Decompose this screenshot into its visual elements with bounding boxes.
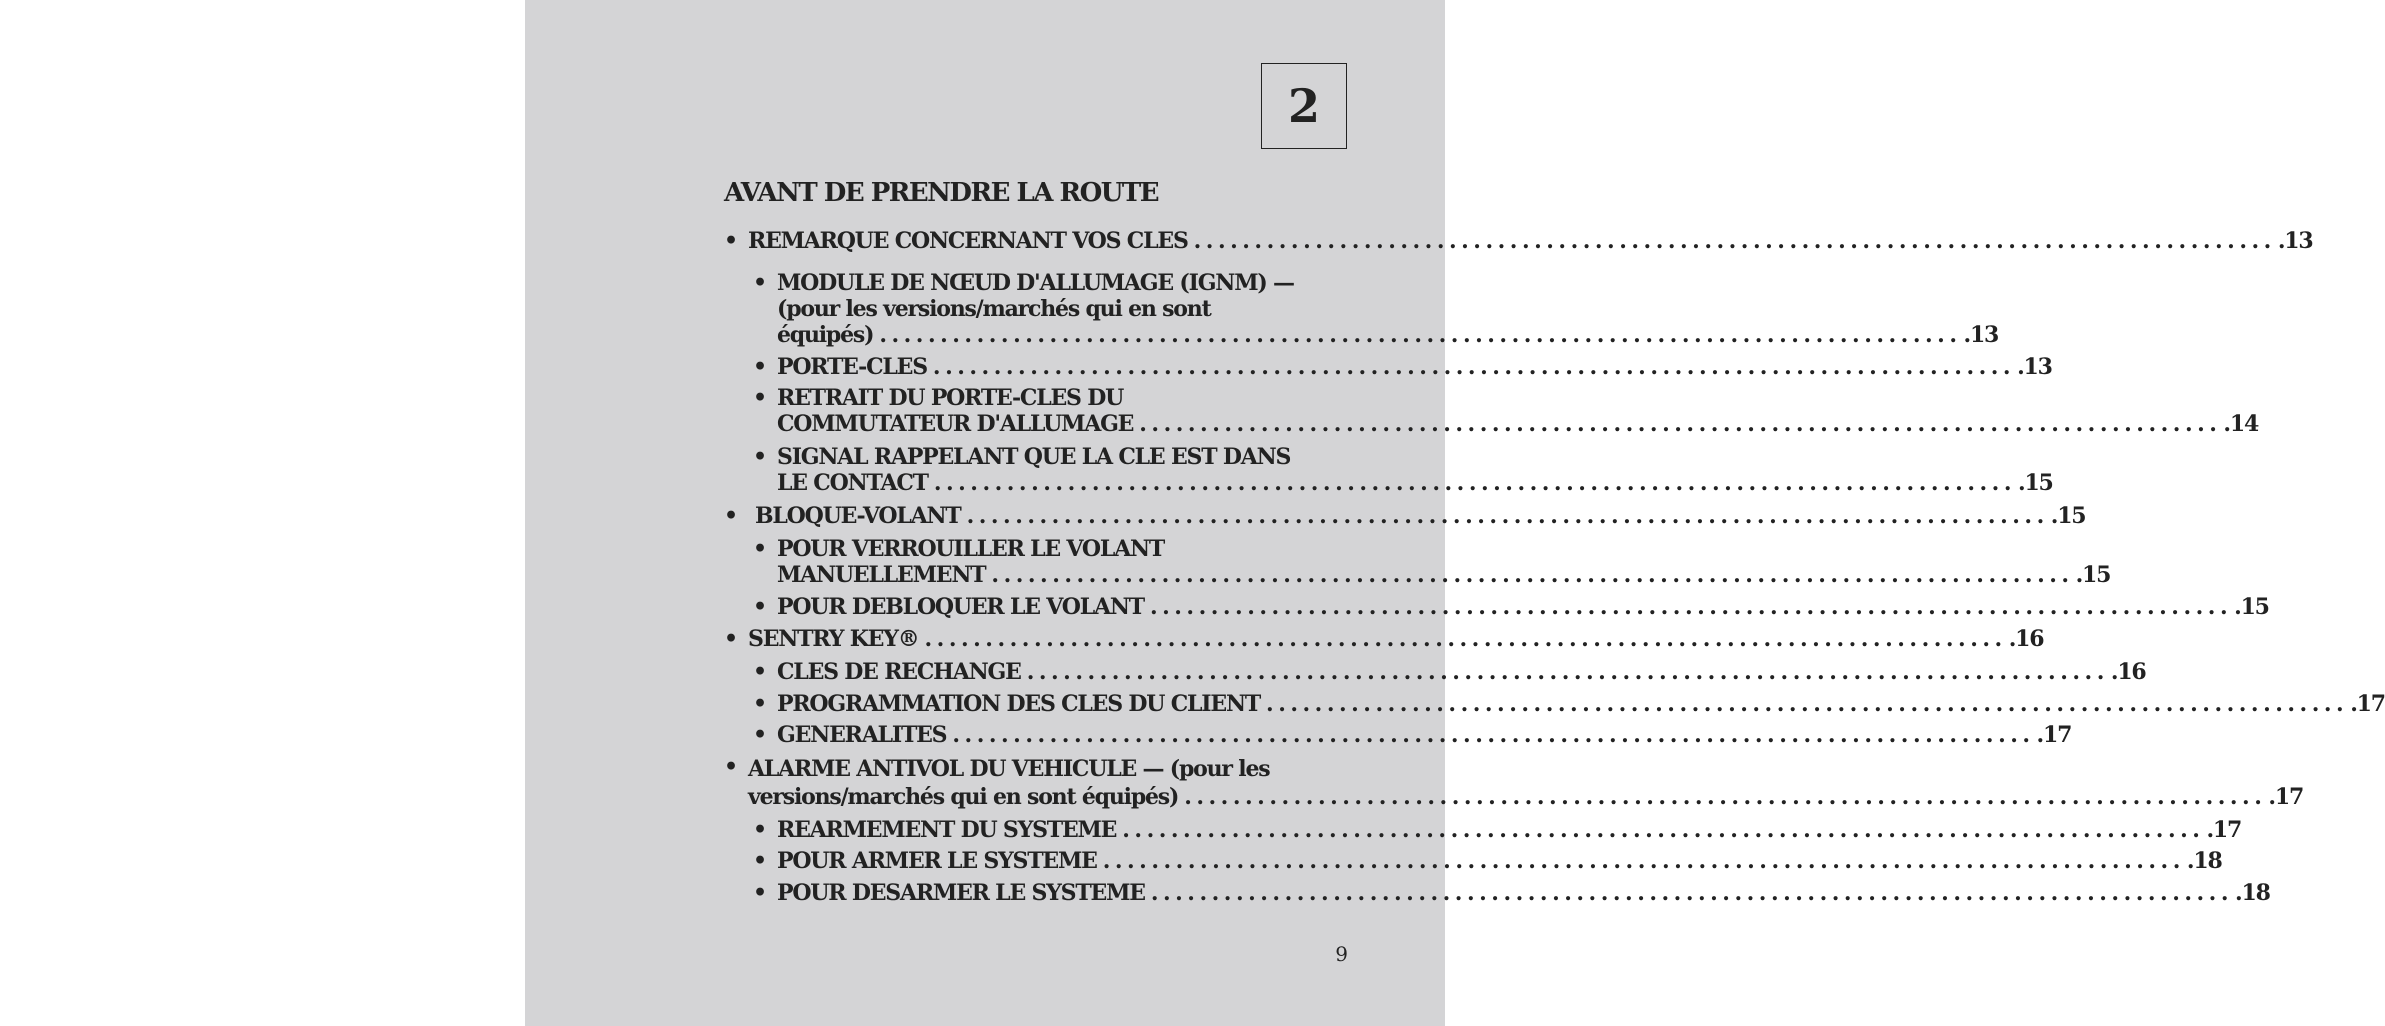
toc-entry[interactable] [753,385,2259,437]
toc-entry[interactable] [753,536,2111,588]
toc-entry-title: SENTRY KEY® [748,626,919,652]
toc-entry-title: BLOQUE-VOLANT [755,503,961,529]
toc-entry-title: CLES DE RECHANGE [777,659,1021,685]
bullet-icon: • [753,536,766,562]
toc-page-ref: .13 [2017,354,2052,380]
toc-page-ref: .18 [2235,880,2270,906]
chapter-number-box: 2 [1261,63,1347,149]
bullet-icon: • [753,691,766,717]
leader-dots: ......................................................................................... [991,562,2074,588]
toc-page-ref: .15 [2050,503,2086,529]
leader-dots: ......................................................................................... [1150,880,2233,906]
bullet-icon: • [753,444,766,470]
toc-page-ref: .17 [2206,817,2242,843]
bullet-icon: • [753,817,766,843]
bullet-icon: • [753,594,766,620]
bullet-icon: • [753,354,766,380]
leader-dots: ......................................................................................... [1149,594,2233,620]
toc-entry-title: GENERALITES [777,722,947,748]
leader-dots: ......................................................................................... [933,470,2016,496]
bullet-icon: • [753,659,766,685]
leader-dots: ......................................................................................... [1122,817,2205,843]
toc-entry-line: ALARME ANTIVOL DU VEHICULE — (pour les [748,756,1270,782]
toc-entry-line: MODULE DE NŒUD D'ALLUMAGE (IGNM) — [777,270,1294,296]
leader-dots: ......................................................................................... [1266,691,2349,717]
toc-entry-title: LE CONTACT [777,470,928,496]
section-title: AVANT DE PRENDRE LA ROUTE [724,178,1159,208]
toc-page-ref: .15 [2017,470,2053,496]
blank-left-page [0,0,525,1026]
toc-page-ref: .13 [2277,228,2313,254]
toc-entry-title: PORTE-CLES [777,354,927,380]
toc-page-ref: .17 [2036,722,2072,748]
toc-entry-line: RETRAIT DU PORTE-CLES DU [777,385,1124,411]
leader-dots: ......................................................................................... [932,354,2016,380]
toc-entry-title: POUR DEBLOQUER LE VOLANT [777,594,1144,620]
leader-dots: ......................................................................................... [879,322,1962,348]
bullet-icon: • [724,754,737,780]
leader-dots: ......................................................................................... [1102,848,2185,874]
toc-page-ref: .17 [2350,691,2385,717]
toc-entry[interactable] [753,691,2385,717]
toc-entry-line: SIGNAL RAPPELANT QUE LA CLE EST DANS [777,444,1291,470]
toc-entry-title: versions/marchés qui en sont équipés) [748,784,1179,810]
toc-entry[interactable] [753,722,2072,748]
leader-dots: ......................................................................................... [1026,659,2109,685]
bullet-icon: • [724,626,737,652]
toc-entry-title: REARMEMENT DU SYSTEME [777,817,1117,843]
leader-dots: ......................................................................................... [924,626,2007,652]
toc-page [525,0,2385,1026]
toc-page-ref: .15 [2075,562,2111,588]
leader-dots: ......................................................................................... [1139,411,2222,437]
toc-entry-title: PROGRAMMATION DES CLES DU CLIENT [777,691,1261,717]
bullet-icon: • [724,228,737,254]
toc-entry[interactable] [753,354,2052,380]
toc-entry-title: REMARQUE CONCERNANT VOS CLES [748,228,1188,254]
toc-entry-title: POUR DESARMER LE SYSTEME [777,880,1145,906]
leader-dots: ......................................................................................... [1193,228,2276,254]
leader-dots: ......................................................................................... [1184,784,2267,810]
bullet-icon: • [724,503,737,529]
toc-entry-title: COMMUTATEUR D'ALLUMAGE [777,411,1134,437]
page-number: 9 [1335,942,1348,966]
bullet-icon: • [753,722,766,748]
toc-entry[interactable] [724,503,2086,529]
toc-entry-line: POUR VERROUILLER LE VOLANT [777,536,1165,562]
toc-entry[interactable] [724,626,2044,652]
bullet-icon: • [753,848,766,874]
toc-entry[interactable] [753,848,2222,874]
toc-page-ref: .14 [2223,411,2259,437]
leader-dots: ......................................................................................... [952,722,2035,748]
bullet-icon: • [753,385,766,411]
toc-entry[interactable] [724,228,2313,254]
leader-dots: ......................................................................................... [966,503,2049,529]
toc-entry-title: équipés) [777,322,874,348]
toc-entry[interactable] [753,880,2270,906]
toc-entry-line: (pour les versions/marchés qui en sont [777,296,1211,322]
toc-page-ref: .18 [2186,848,2222,874]
bullet-icon: • [753,880,766,906]
bullet-icon: • [753,270,766,296]
toc-entry-title: POUR ARMER LE SYSTEME [777,848,1097,874]
toc-entry[interactable] [753,270,1999,348]
toc-page-ref: .16 [2110,659,2146,685]
toc-entry[interactable] [753,817,2242,843]
toc-entry[interactable] [753,594,2269,620]
toc-entry[interactable] [724,754,2304,810]
toc-entry[interactable] [753,659,2146,685]
toc-page-ref: .13 [1963,322,1999,348]
toc-page-ref: .17 [2268,784,2304,810]
toc-entry[interactable] [753,444,2053,496]
toc-entry-title: MANUELLEMENT [777,562,986,588]
toc-page-ref: .15 [2234,594,2269,620]
toc-page-ref: .16 [2008,626,2044,652]
